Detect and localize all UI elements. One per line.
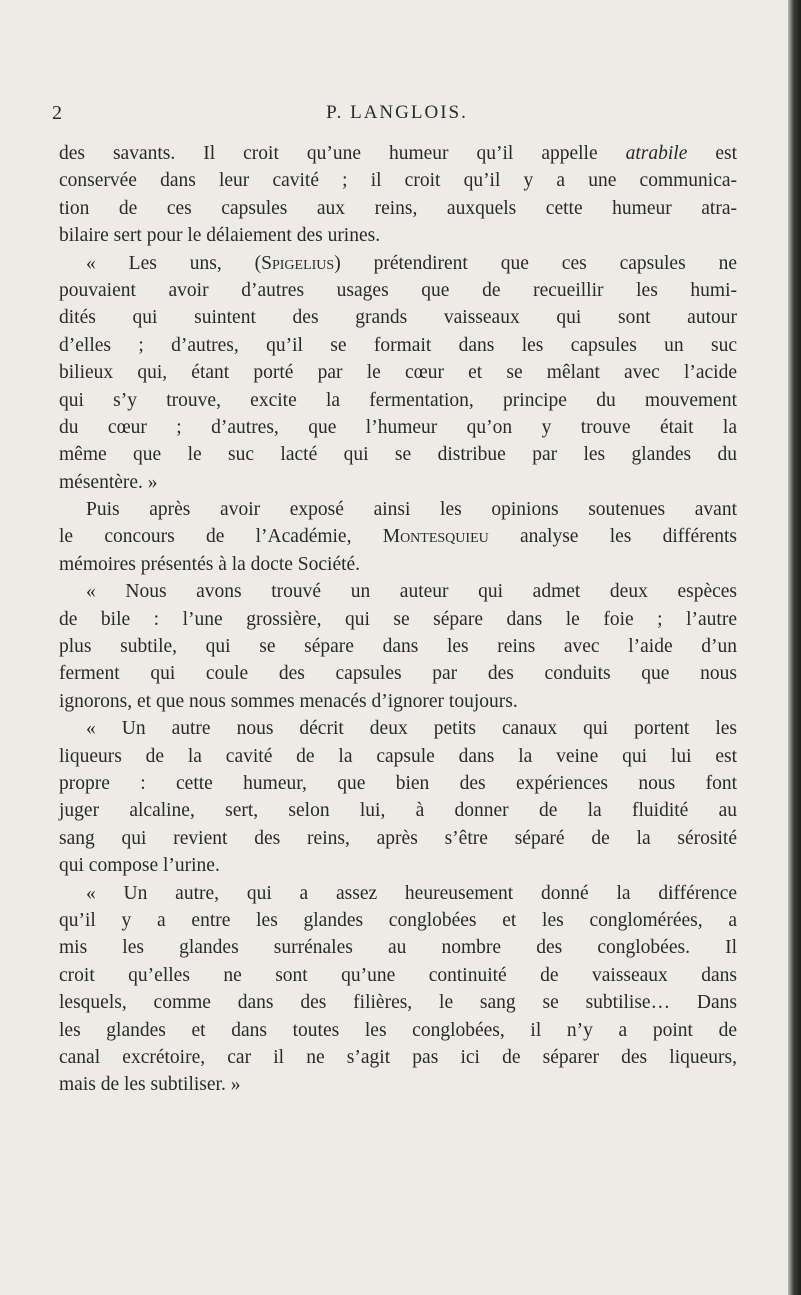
text-line: Puis après avoir exposé ainsi les opinions soutenues avant [86, 499, 737, 521]
text-line: lesquels, comme dans des filières, le sang se subtilise… Dans [59, 992, 737, 1014]
text-line: qu’il y a entre les glandes conglobées et les conglomérées, a [59, 909, 737, 931]
text-line: canal excrétoire, car il ne s’agit pas ici de séparer des liqueurs, [59, 1046, 737, 1068]
text-line: mémoires présentés à la docte Société. [59, 553, 361, 575]
text-line: les glandes et dans toutes les conglobées, il n’y a point de [59, 1019, 737, 1041]
text-line: mis les glandes surrénales au nombre des conglobées. Il [59, 937, 737, 959]
text-line: propre : cette humeur, que bien des expériences nous font [59, 772, 737, 794]
text-line: liqueurs de la cavité de la capsule dans la veine qui lui est [59, 745, 737, 767]
text-line: croit qu’elles ne sont qu’une continuité de vaisseaux dans [59, 964, 737, 986]
page-header [52, 102, 742, 126]
text-line: bilieux qui, étant porté par le cœur et se mêlant avec l’acide [59, 362, 737, 384]
page-edge-shadow [788, 0, 801, 1295]
text-line: plus subtile, qui se sépare dans les reins avec l’aide d’un [59, 636, 737, 658]
text-line: sang qui revient des reins, après s’être séparé de la sérosité [59, 827, 737, 849]
text-line: bilaire sert pour le délaiement des urines. [59, 225, 381, 247]
text-line: « Nous avons trouvé un auteur qui admet deux espèces [86, 581, 737, 603]
text-line: qui s’y trouve, excite la fermentation, principe du mouvement [59, 389, 737, 411]
text-line: juger alcaline, sert, selon lui, à donner de la fluidité au [59, 800, 737, 822]
text-line: « Un autre nous décrit deux petits canaux qui portent les [86, 718, 737, 740]
text-line: d’elles ; d’autres, qu’il se formait dans les capsules un suc [59, 334, 737, 356]
page-number: 2 [52, 102, 62, 124]
running-head: P. LANGLOIS. [326, 102, 468, 123]
text-line: « Un autre, qui a assez heureusement donné la différence [86, 882, 737, 904]
text-line: « Les uns, (Spigelius) prétendirent que ces capsules ne [86, 252, 738, 274]
text-line: des savants. Il croit qu’une humeur qu’il appelle atrabile est [59, 143, 737, 164]
text-line: ferment qui coule des capsules par des conduits que nous [59, 663, 737, 685]
text-line: mésentère. » [59, 471, 158, 493]
body-text [59, 140, 737, 1099]
text-line: même que le suc lacté qui se distribue par les glandes du [59, 444, 737, 466]
text-line: tion de ces capsules aux reins, auxquels cette humeur atra- [59, 197, 737, 219]
text-line: pouvaient avoir d’autres usages que de recueillir les humi- [59, 279, 737, 301]
text-line: conservée dans leur cavité ; il croit qu’il y a une communica- [59, 170, 737, 192]
text-line: du cœur ; d’autres, que l’humeur qu’on y trouve était la [59, 416, 737, 438]
text-line: de bile : l’une grossière, qui se sépare dans le foie ; l’autre [59, 608, 737, 630]
text-line: qui compose l’urine. [59, 855, 220, 877]
text-line: le concours de l’Académie, Montesquieu analyse les différents [59, 526, 738, 548]
text-line: dités qui suintent des grands vaisseaux qui sont autour [59, 307, 737, 329]
text-line: mais de les subtiliser. » [59, 1074, 241, 1096]
text-line: ignorons, et que nous sommes menacés d’ignorer toujours. [59, 690, 518, 712]
